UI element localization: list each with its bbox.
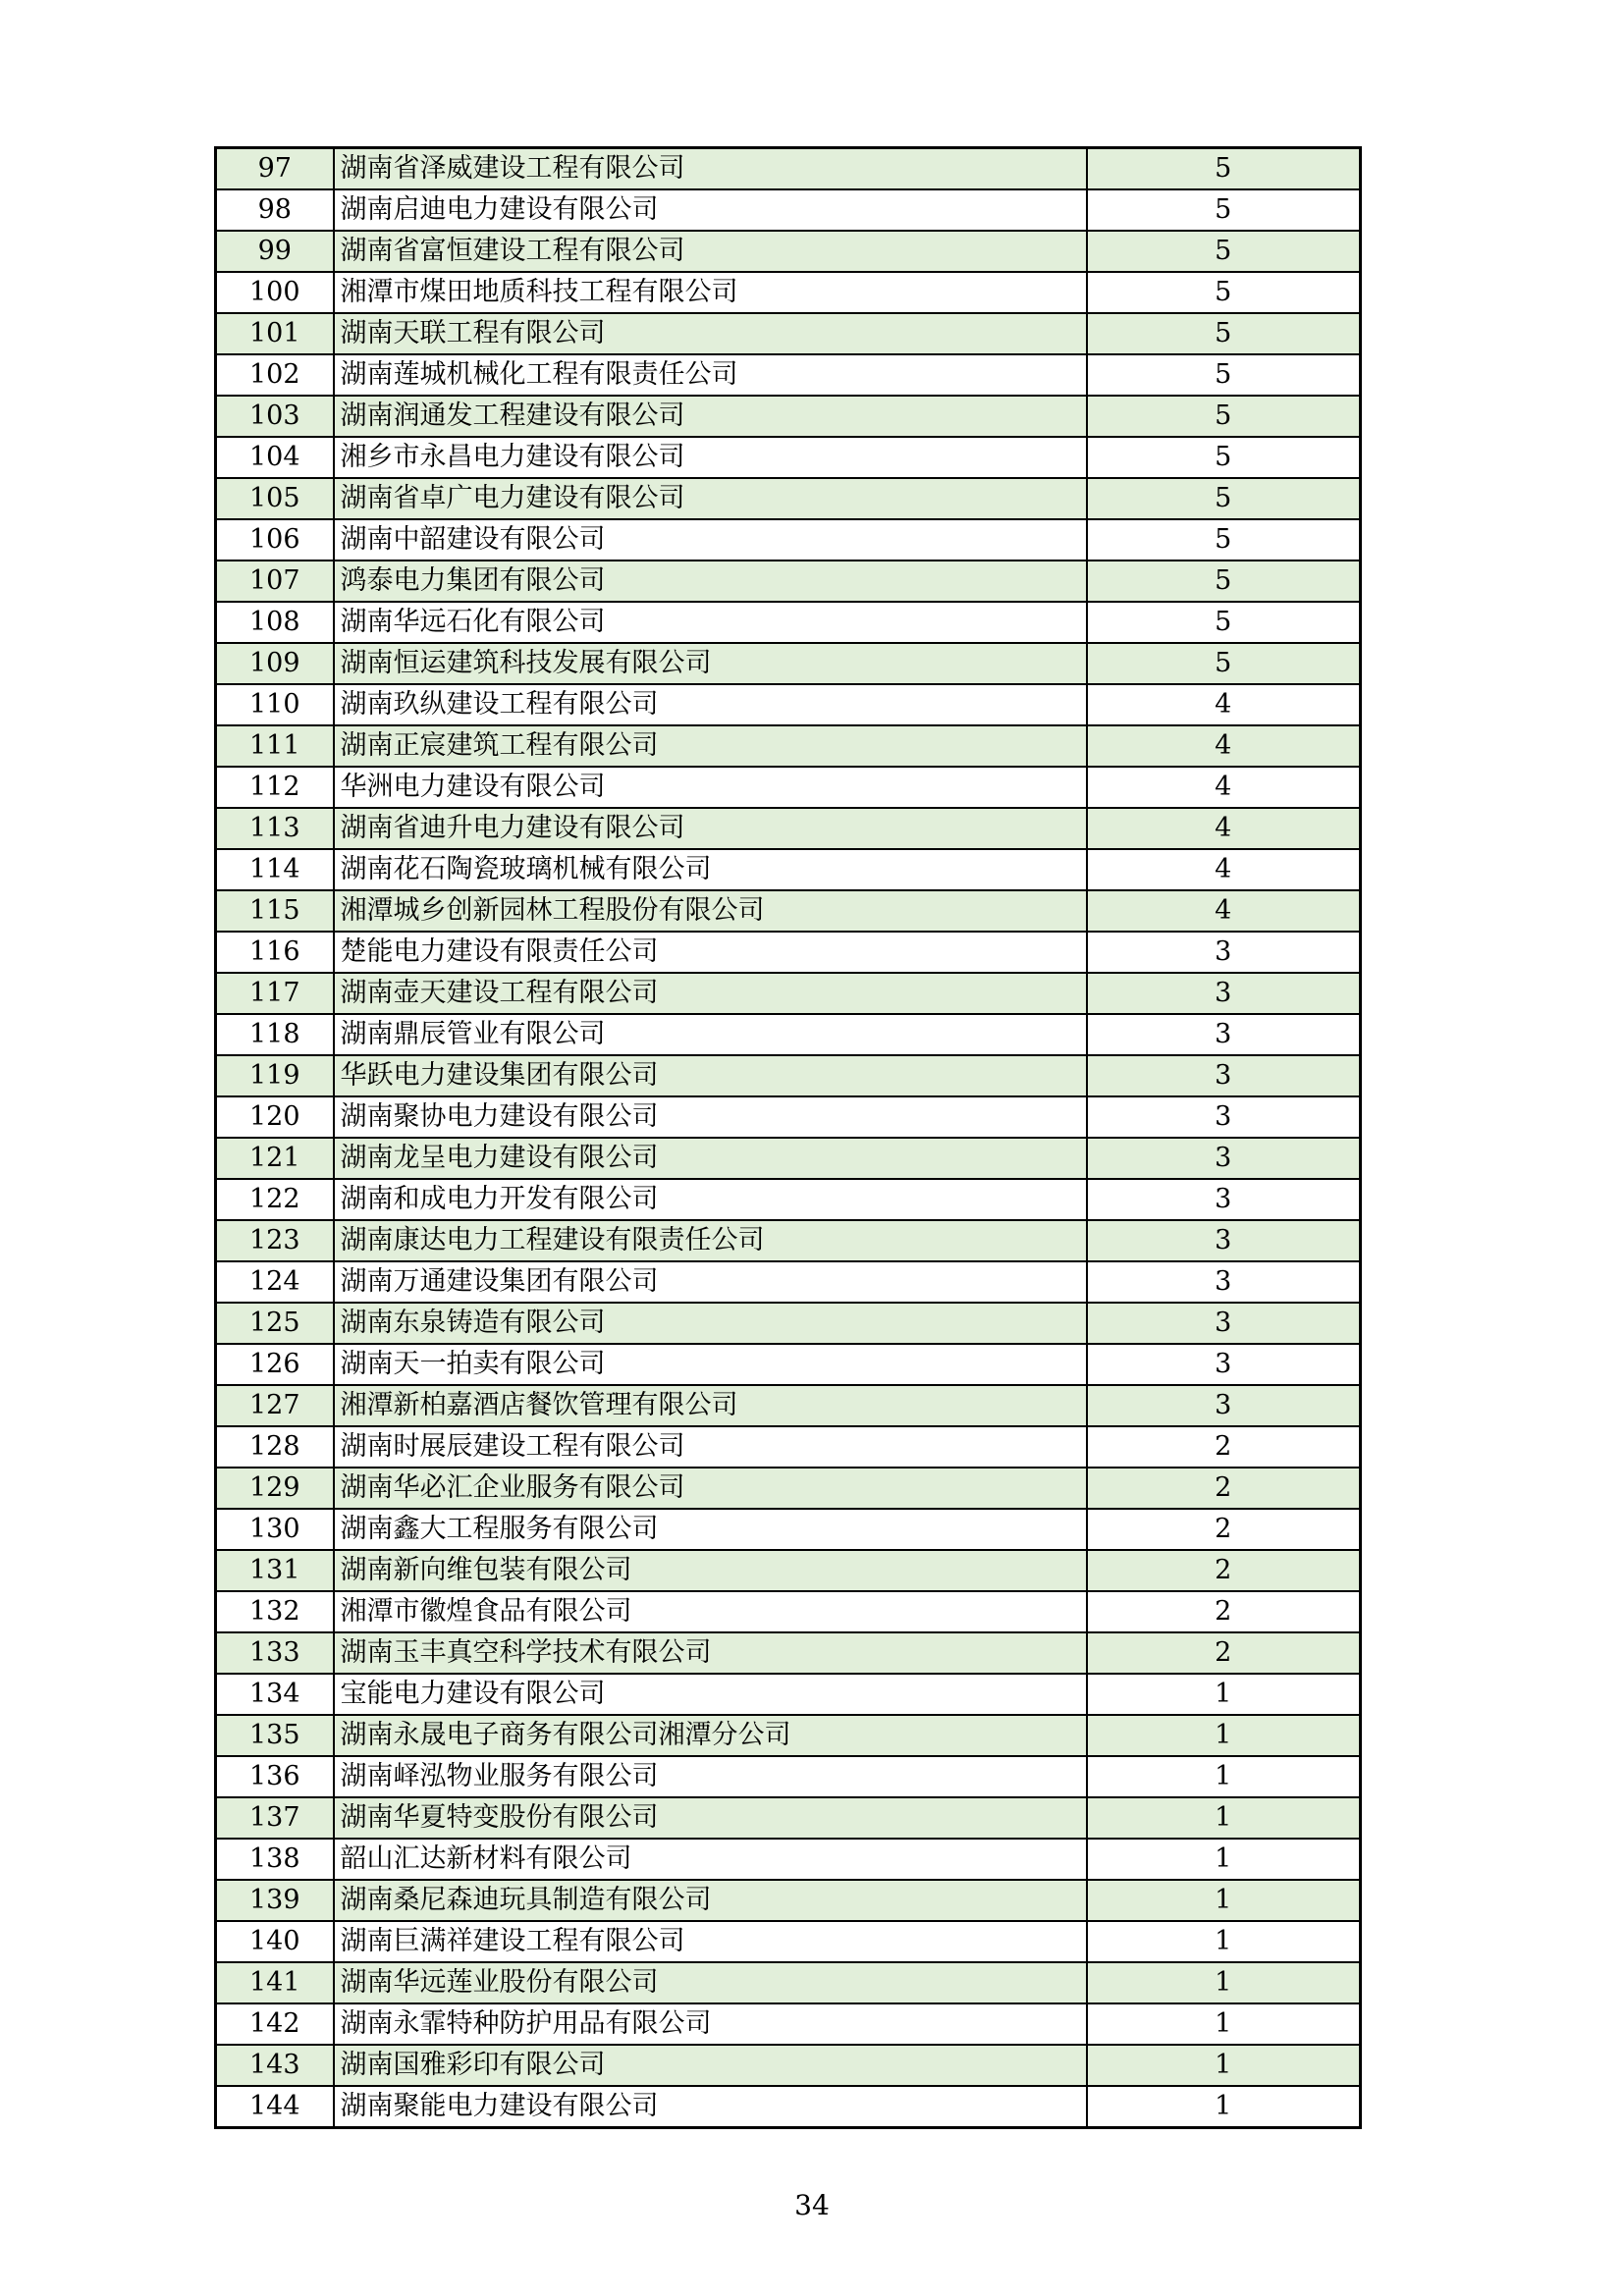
count-cell: 4 (1087, 725, 1361, 767)
table-row (216, 767, 1361, 808)
company-name-cell: 湖南润通发工程建设有限公司 (334, 396, 1087, 437)
row-number-cell: 127 (216, 1385, 334, 1426)
count-cell: 5 (1087, 602, 1361, 643)
row-number-cell: 140 (216, 1921, 334, 1962)
row-number-cell: 109 (216, 643, 334, 684)
company-name-cell: 湖南恒运建筑科技发展有限公司 (334, 643, 1087, 684)
row-number-cell: 141 (216, 1962, 334, 2003)
table-row (216, 890, 1361, 932)
company-name-cell: 湘潭新柏嘉酒店餐饮管理有限公司 (334, 1385, 1087, 1426)
count-cell: 2 (1087, 1426, 1361, 1468)
count-cell: 2 (1087, 1591, 1361, 1632)
table-row (216, 1014, 1361, 1055)
row-number-cell: 113 (216, 808, 334, 849)
table-row (216, 1303, 1361, 1344)
row-number-cell: 125 (216, 1303, 334, 1344)
table-row (216, 1468, 1361, 1509)
row-number-cell: 98 (216, 189, 334, 231)
row-number-cell: 97 (216, 148, 334, 190)
count-cell: 5 (1087, 478, 1361, 519)
count-cell: 3 (1087, 1138, 1361, 1179)
company-name-cell: 湖南鼎辰管业有限公司 (334, 1014, 1087, 1055)
table-row (216, 2045, 1361, 2086)
table-row (216, 602, 1361, 643)
count-cell: 3 (1087, 973, 1361, 1014)
count-cell: 3 (1087, 1179, 1361, 1220)
count-cell: 5 (1087, 354, 1361, 396)
company-name-cell: 湖南龙呈电力建设有限公司 (334, 1138, 1087, 1179)
table-row (216, 1839, 1361, 1880)
row-number-cell: 118 (216, 1014, 334, 1055)
row-number-cell: 134 (216, 1674, 334, 1715)
table-row (216, 684, 1361, 725)
count-cell: 4 (1087, 767, 1361, 808)
count-cell: 3 (1087, 1055, 1361, 1096)
table-row (216, 1385, 1361, 1426)
row-number-cell: 101 (216, 313, 334, 354)
company-name-cell: 湖南永晟电子商务有限公司湘潭分公司 (334, 1715, 1087, 1756)
company-name-cell: 湖南壶天建设工程有限公司 (334, 973, 1087, 1014)
count-cell: 3 (1087, 1220, 1361, 1261)
company-name-cell: 华洲电力建设有限公司 (334, 767, 1087, 808)
table-row (216, 396, 1361, 437)
row-number-cell: 124 (216, 1261, 334, 1303)
company-name-cell: 湖南新向维包装有限公司 (334, 1550, 1087, 1591)
count-cell: 5 (1087, 519, 1361, 561)
table-row (216, 478, 1361, 519)
row-number-cell: 139 (216, 1880, 334, 1921)
table-row (216, 1715, 1361, 1756)
count-cell: 4 (1087, 849, 1361, 890)
table-row (216, 231, 1361, 272)
company-name-cell: 湖南华夏特变股份有限公司 (334, 1797, 1087, 1839)
row-number-cell: 107 (216, 561, 334, 602)
table-row (216, 272, 1361, 313)
row-number-cell: 102 (216, 354, 334, 396)
company-name-cell: 湖南玉丰真空科学技术有限公司 (334, 1632, 1087, 1674)
row-number-cell: 131 (216, 1550, 334, 1591)
company-name-cell: 湖南东泉铸造有限公司 (334, 1303, 1087, 1344)
company-name-cell: 湖南国雅彩印有限公司 (334, 2045, 1087, 2086)
row-number-cell: 114 (216, 849, 334, 890)
count-cell: 1 (1087, 1839, 1361, 1880)
row-number-cell: 126 (216, 1344, 334, 1385)
row-number-cell: 104 (216, 437, 334, 478)
company-name-cell: 鸿泰电力集团有限公司 (334, 561, 1087, 602)
count-cell: 3 (1087, 1303, 1361, 1344)
row-number-cell: 115 (216, 890, 334, 932)
company-name-cell: 湖南华远莲业股份有限公司 (334, 1962, 1087, 2003)
count-cell: 5 (1087, 313, 1361, 354)
row-number-cell: 117 (216, 973, 334, 1014)
table-row (216, 2003, 1361, 2045)
company-name-cell: 湖南莲城机械化工程有限责任公司 (334, 354, 1087, 396)
company-name-cell: 韶山汇达新材料有限公司 (334, 1839, 1087, 1880)
page-number: 34 (794, 2189, 830, 2221)
company-name-cell: 湖南康达电力工程建设有限责任公司 (334, 1220, 1087, 1261)
company-name-cell: 湖南永霏特种防护用品有限公司 (334, 2003, 1087, 2045)
company-name-cell: 湖南聚协电力建设有限公司 (334, 1096, 1087, 1138)
company-name-cell: 湘乡市永昌电力建设有限公司 (334, 437, 1087, 478)
count-cell: 1 (1087, 1715, 1361, 1756)
table-row (216, 973, 1361, 1014)
row-number-cell: 105 (216, 478, 334, 519)
table-row (216, 1797, 1361, 1839)
company-name-cell: 湖南省卓广电力建设有限公司 (334, 478, 1087, 519)
count-cell: 3 (1087, 1385, 1361, 1426)
count-cell: 3 (1087, 1096, 1361, 1138)
table-body (216, 148, 1361, 2128)
row-number-cell: 133 (216, 1632, 334, 1674)
count-cell: 3 (1087, 1344, 1361, 1385)
table-row (216, 1674, 1361, 1715)
row-number-cell: 99 (216, 231, 334, 272)
row-number-cell: 137 (216, 1797, 334, 1839)
row-number-cell: 123 (216, 1220, 334, 1261)
table-row (216, 849, 1361, 890)
table-row (216, 1509, 1361, 1550)
table-row (216, 561, 1361, 602)
row-number-cell: 138 (216, 1839, 334, 1880)
company-name-cell: 湖南省富恒建设工程有限公司 (334, 231, 1087, 272)
count-cell: 3 (1087, 1261, 1361, 1303)
row-number-cell: 143 (216, 2045, 334, 2086)
count-cell: 1 (1087, 2045, 1361, 2086)
table-row (216, 2086, 1361, 2128)
table-row (216, 148, 1361, 190)
row-number-cell: 120 (216, 1096, 334, 1138)
count-cell: 1 (1087, 2086, 1361, 2128)
table-row (216, 1179, 1361, 1220)
company-name-cell: 湖南时展辰建设工程有限公司 (334, 1426, 1087, 1468)
company-name-cell: 湘潭市煤田地质科技工程有限公司 (334, 272, 1087, 313)
table-row (216, 1220, 1361, 1261)
count-cell: 1 (1087, 1880, 1361, 1921)
company-name-cell: 湖南鑫大工程服务有限公司 (334, 1509, 1087, 1550)
company-name-cell: 湖南桑尼森迪玩具制造有限公司 (334, 1880, 1087, 1921)
count-cell: 1 (1087, 1674, 1361, 1715)
company-name-cell: 湖南巨满祥建设工程有限公司 (334, 1921, 1087, 1962)
count-cell: 1 (1087, 1797, 1361, 1839)
row-number-cell: 144 (216, 2086, 334, 2128)
table-row (216, 1344, 1361, 1385)
row-number-cell: 136 (216, 1756, 334, 1797)
count-cell: 5 (1087, 272, 1361, 313)
row-number-cell: 100 (216, 272, 334, 313)
company-name-cell: 湖南华远石化有限公司 (334, 602, 1087, 643)
table-row (216, 643, 1361, 684)
row-number-cell: 132 (216, 1591, 334, 1632)
table-row (216, 1055, 1361, 1096)
table-row (216, 437, 1361, 478)
company-name-cell: 湖南中韶建设有限公司 (334, 519, 1087, 561)
company-name-cell: 宝能电力建设有限公司 (334, 1674, 1087, 1715)
count-cell: 1 (1087, 1756, 1361, 1797)
company-name-cell: 湖南正宸建筑工程有限公司 (334, 725, 1087, 767)
company-name-cell: 湘潭城乡创新园林工程股份有限公司 (334, 890, 1087, 932)
company-name-cell: 湖南省泽威建设工程有限公司 (334, 148, 1087, 190)
company-name-cell: 湖南花石陶瓷玻璃机械有限公司 (334, 849, 1087, 890)
count-cell: 2 (1087, 1468, 1361, 1509)
table-row (216, 1426, 1361, 1468)
count-cell: 5 (1087, 643, 1361, 684)
table-row (216, 354, 1361, 396)
company-name-cell: 湖南峄泓物业服务有限公司 (334, 1756, 1087, 1797)
count-cell: 3 (1087, 932, 1361, 973)
table-row (216, 1921, 1361, 1962)
count-cell: 2 (1087, 1509, 1361, 1550)
row-number-cell: 142 (216, 2003, 334, 2045)
company-name-cell: 湖南华必汇企业服务有限公司 (334, 1468, 1087, 1509)
count-cell: 1 (1087, 2003, 1361, 2045)
company-name-cell: 湖南天一拍卖有限公司 (334, 1344, 1087, 1385)
row-number-cell: 111 (216, 725, 334, 767)
row-number-cell: 121 (216, 1138, 334, 1179)
row-number-cell: 130 (216, 1509, 334, 1550)
row-number-cell: 112 (216, 767, 334, 808)
table-row (216, 189, 1361, 231)
company-name-cell: 楚能电力建设有限责任公司 (334, 932, 1087, 973)
table-row (216, 1591, 1361, 1632)
row-number-cell: 110 (216, 684, 334, 725)
count-cell: 5 (1087, 189, 1361, 231)
company-name-cell: 湖南玖纵建设工程有限公司 (334, 684, 1087, 725)
table-row (216, 1962, 1361, 2003)
count-cell: 1 (1087, 1962, 1361, 2003)
count-cell: 5 (1087, 561, 1361, 602)
table-row (216, 1550, 1361, 1591)
table-row (216, 1880, 1361, 1921)
count-cell: 3 (1087, 1014, 1361, 1055)
table-row (216, 808, 1361, 849)
row-number-cell: 122 (216, 1179, 334, 1220)
table-row (216, 1632, 1361, 1674)
row-number-cell: 128 (216, 1426, 334, 1468)
company-name-cell: 湘潭市徽煌食品有限公司 (334, 1591, 1087, 1632)
count-cell: 2 (1087, 1550, 1361, 1591)
table-row (216, 1138, 1361, 1179)
row-number-cell: 135 (216, 1715, 334, 1756)
count-cell: 4 (1087, 684, 1361, 725)
table-row (216, 1096, 1361, 1138)
company-table (214, 146, 1362, 2129)
row-number-cell: 116 (216, 932, 334, 973)
count-cell: 4 (1087, 808, 1361, 849)
company-name-cell: 湖南启迪电力建设有限公司 (334, 189, 1087, 231)
row-number-cell: 106 (216, 519, 334, 561)
count-cell: 5 (1087, 437, 1361, 478)
count-cell: 2 (1087, 1632, 1361, 1674)
table-row (216, 725, 1361, 767)
company-name-cell: 湖南省迪升电力建设有限公司 (334, 808, 1087, 849)
row-number-cell: 119 (216, 1055, 334, 1096)
company-name-cell: 湖南天联工程有限公司 (334, 313, 1087, 354)
count-cell: 5 (1087, 396, 1361, 437)
company-name-cell: 华跃电力建设集团有限公司 (334, 1055, 1087, 1096)
table-row (216, 313, 1361, 354)
count-cell: 5 (1087, 148, 1361, 190)
table-row (216, 519, 1361, 561)
company-name-cell: 湖南万通建设集团有限公司 (334, 1261, 1087, 1303)
table-row (216, 1756, 1361, 1797)
table-row (216, 1261, 1361, 1303)
company-name-cell: 湖南聚能电力建设有限公司 (334, 2086, 1087, 2128)
row-number-cell: 129 (216, 1468, 334, 1509)
count-cell: 5 (1087, 231, 1361, 272)
row-number-cell: 103 (216, 396, 334, 437)
table-row (216, 932, 1361, 973)
count-cell: 4 (1087, 890, 1361, 932)
count-cell: 1 (1087, 1921, 1361, 1962)
company-name-cell: 湖南和成电力开发有限公司 (334, 1179, 1087, 1220)
row-number-cell: 108 (216, 602, 334, 643)
